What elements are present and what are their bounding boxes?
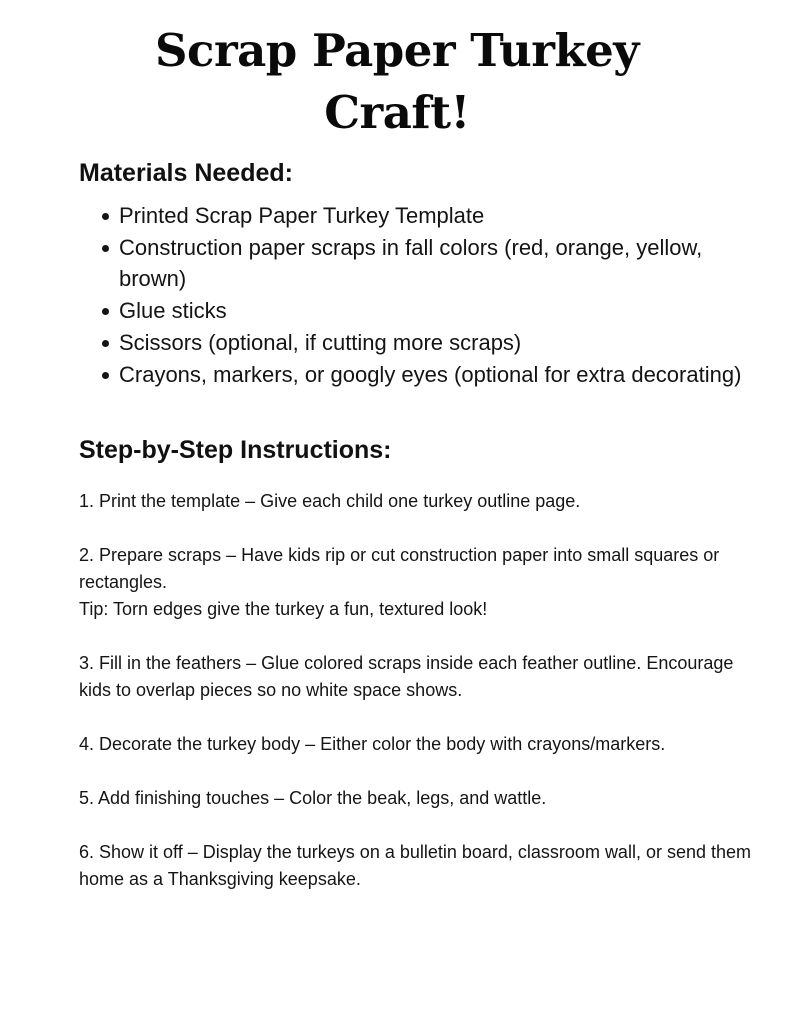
bullet-icon xyxy=(102,245,109,252)
step-tip: Tip: Torn edges give the turkey a fun, textured look! xyxy=(79,599,488,619)
step-5 xyxy=(79,785,769,812)
bullet-icon xyxy=(102,308,109,315)
instructions-heading: Step-by-Step Instructions: xyxy=(79,436,392,464)
step-text: 5. Add finishing touches – Color the beak, legs, and wattle. xyxy=(79,788,547,808)
materials-list-item xyxy=(79,232,749,294)
materials-list-item xyxy=(79,200,749,231)
step-2 xyxy=(79,542,769,623)
step-text: 3. Fill in the feathers – Glue colored scraps inside each feather outline. Encourage kids to overlap pieces so no white space shows. xyxy=(79,653,734,700)
step-text: 2. Prepare scraps – Have kids rip or cut construction paper into small squares or rectangles. xyxy=(79,545,720,592)
page-title xyxy=(0,20,794,144)
step-4 xyxy=(79,731,769,758)
bullet-icon xyxy=(102,340,109,347)
materials-list-item xyxy=(79,327,749,358)
bullet-icon xyxy=(102,213,109,220)
title-line-1: Scrap Paper Turkey xyxy=(155,24,639,77)
step-text: 6. Show it off – Display the turkeys on a bulletin board, classroom wall, or send them home as a Thanksgiving keepsake. xyxy=(79,842,752,889)
bullet-icon xyxy=(102,372,109,379)
materials-list-item xyxy=(79,295,749,326)
step-text: 1. Print the template – Give each child one turkey outline page. xyxy=(79,491,581,511)
step-6 xyxy=(79,839,769,893)
materials-item-text: Scissors (optional, if cutting more scraps) xyxy=(119,330,522,355)
materials-list xyxy=(79,200,749,391)
title-line-2: Craft! xyxy=(324,86,470,139)
step-1 xyxy=(79,488,769,515)
materials-item-text: Construction paper scraps in fall colors (red, orange, yellow, brown) xyxy=(119,235,703,291)
materials-item-text: Crayons, markers, or googly eyes (optional for extra decorating) xyxy=(119,362,742,387)
materials-item-text: Printed Scrap Paper Turkey Template xyxy=(119,203,485,228)
step-text: 4. Decorate the turkey body – Either color the body with crayons/markers. xyxy=(79,734,666,754)
materials-heading: Materials Needed: xyxy=(79,159,293,187)
materials-list-item xyxy=(79,359,749,390)
step-3 xyxy=(79,650,769,704)
instructions-steps xyxy=(79,488,769,920)
materials-item-text: Glue sticks xyxy=(119,298,227,323)
